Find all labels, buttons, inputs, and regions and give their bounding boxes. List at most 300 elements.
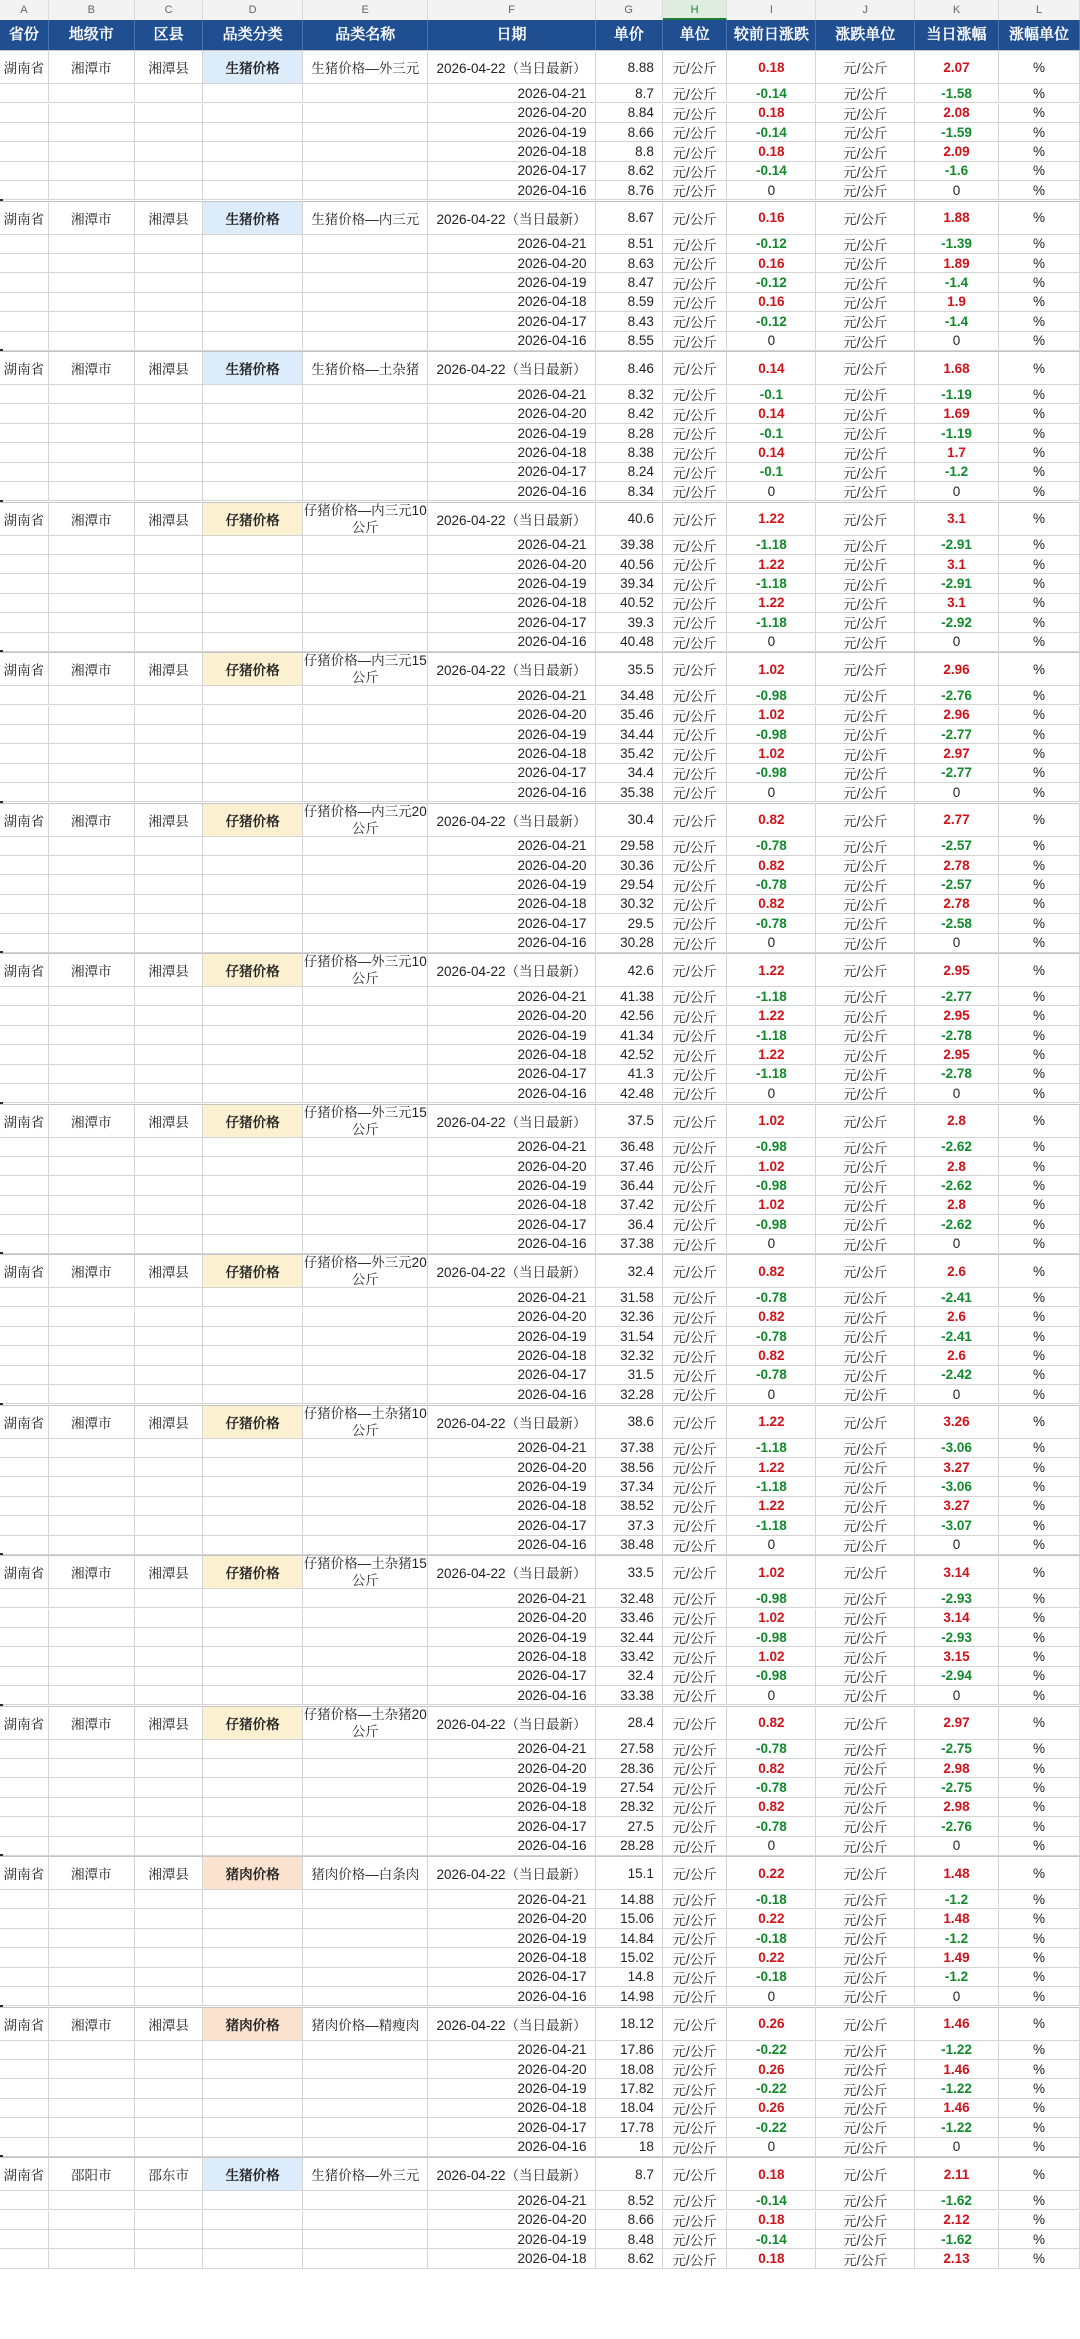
cell-price[interactable]: 32.32 (596, 1346, 663, 1365)
cell-price[interactable]: 8.55 (596, 332, 663, 351)
cell-pct[interactable]: 3.1 (915, 502, 999, 536)
header-cell-c[interactable]: 区县 (135, 20, 203, 50)
table-row[interactable] (0, 385, 1080, 404)
cell-unit[interactable]: 元/公斤 (663, 1007, 727, 1026)
cell-change-unit[interactable]: 元/公斤 (816, 1405, 915, 1439)
cell-province[interactable] (0, 895, 49, 914)
table-row[interactable] (0, 50, 1080, 84)
cell-category[interactable]: 仔猪价格 (203, 1706, 303, 1740)
cell-change[interactable]: 0.16 (727, 201, 816, 235)
cell-unit[interactable]: 元/公斤 (663, 914, 727, 933)
cell-pct[interactable]: -2.62 (915, 1176, 999, 1195)
cell-pct-unit[interactable]: % (999, 1045, 1080, 1064)
cell-pct[interactable]: 0 (915, 1084, 999, 1103)
cell-province[interactable] (0, 706, 49, 725)
table-row[interactable] (0, 1890, 1080, 1909)
cell-province[interactable] (0, 2138, 49, 2157)
cell-change[interactable]: -0.18 (727, 1929, 816, 1948)
cell-change[interactable]: -0.22 (727, 2079, 816, 2098)
cell-city[interactable] (49, 914, 135, 933)
cell-price[interactable]: 42.56 (596, 1007, 663, 1026)
cell-change-unit[interactable]: 元/公斤 (816, 2191, 915, 2210)
cell-pct-unit[interactable]: % (999, 254, 1080, 273)
cell-change-unit[interactable]: 元/公斤 (816, 385, 915, 404)
cell-county[interactable]: 湘潭县 (135, 1706, 203, 1740)
cell-pct-unit[interactable]: % (999, 2157, 1080, 2191)
cell-change[interactable]: 0.82 (727, 895, 816, 914)
cell-date[interactable]: 2026-04-18 (428, 293, 595, 312)
cell-date[interactable]: 2026-04-18 (428, 443, 595, 462)
cell-change[interactable]: 0 (727, 1686, 816, 1705)
cell-price[interactable]: 28.4 (596, 1706, 663, 1740)
header-cell-j[interactable]: 涨跌单位 (816, 20, 915, 50)
cell-date[interactable]: 2026-04-22（当日最新） (428, 50, 595, 84)
cell-date[interactable]: 2026-04-22（当日最新） (428, 1254, 595, 1288)
cell-pct[interactable]: -2.62 (915, 1215, 999, 1234)
cell-pct-unit[interactable]: % (999, 50, 1080, 84)
cell-unit[interactable]: 元/公斤 (663, 1740, 727, 1759)
cell-pct-unit[interactable]: % (999, 1759, 1080, 1778)
cell-change-unit[interactable]: 元/公斤 (816, 1176, 915, 1195)
cell-change[interactable]: 0 (727, 181, 816, 200)
cell-category[interactable] (203, 1798, 303, 1817)
cell-county[interactable]: 湘潭县 (135, 1104, 203, 1138)
cell-change[interactable]: -0.22 (727, 2118, 816, 2137)
cell-province[interactable]: 湖南省 (0, 1856, 49, 1890)
cell-name[interactable] (303, 1007, 429, 1026)
cell-date[interactable]: 2026-04-18 (428, 142, 595, 161)
cell-name[interactable] (303, 686, 429, 705)
cell-unit[interactable]: 元/公斤 (663, 744, 727, 763)
cell-category[interactable] (203, 837, 303, 856)
cell-category[interactable] (203, 312, 303, 331)
cell-date[interactable]: 2026-04-17 (428, 312, 595, 331)
cell-change[interactable]: -1.18 (727, 536, 816, 555)
table-row[interactable] (0, 104, 1080, 123)
cell-change[interactable]: 1.02 (727, 1647, 816, 1666)
cell-pct[interactable]: -3.07 (915, 1516, 999, 1535)
cell-unit[interactable]: 元/公斤 (663, 1288, 727, 1307)
cell-pct[interactable]: -2.41 (915, 1288, 999, 1307)
cell-county[interactable]: 湘潭县 (135, 50, 203, 84)
cell-pct[interactable]: 2.8 (915, 1104, 999, 1138)
cell-name[interactable] (303, 2249, 429, 2268)
table-row[interactable] (0, 706, 1080, 725)
table-row[interactable] (0, 1798, 1080, 1817)
cell-city[interactable] (49, 1327, 135, 1346)
cell-city[interactable] (49, 1536, 135, 1555)
cell-city[interactable] (49, 1798, 135, 1817)
cell-county[interactable]: 湘潭县 (135, 1405, 203, 1439)
table-row[interactable] (0, 1065, 1080, 1084)
cell-name[interactable] (303, 1458, 429, 1477)
cell-county[interactable] (135, 1948, 203, 1967)
cell-change-unit[interactable]: 元/公斤 (816, 1890, 915, 1909)
cell-price[interactable]: 33.5 (596, 1555, 663, 1589)
cell-date[interactable]: 2026-04-22（当日最新） (428, 2007, 595, 2041)
cell-pct[interactable]: 2.77 (915, 803, 999, 837)
cell-date[interactable]: 2026-04-16 (428, 1235, 595, 1254)
cell-county[interactable] (135, 1458, 203, 1477)
cell-change[interactable]: 0 (727, 1235, 816, 1254)
cell-price[interactable]: 39.3 (596, 613, 663, 632)
cell-change-unit[interactable]: 元/公斤 (816, 594, 915, 613)
cell-price[interactable]: 8.66 (596, 2211, 663, 2230)
cell-date[interactable]: 2026-04-16 (428, 783, 595, 802)
cell-unit[interactable]: 元/公斤 (663, 706, 727, 725)
cell-category[interactable] (203, 123, 303, 142)
cell-pct-unit[interactable]: % (999, 201, 1080, 235)
cell-date[interactable]: 2026-04-21 (428, 1589, 595, 1608)
cell-change[interactable]: -0.18 (727, 1968, 816, 1987)
cell-pct[interactable]: -1.4 (915, 312, 999, 331)
cell-province[interactable] (0, 1235, 49, 1254)
column-letter-f[interactable]: F (428, 0, 595, 20)
cell-pct[interactable]: 2.95 (915, 1045, 999, 1064)
cell-change[interactable]: 0 (727, 1837, 816, 1856)
cell-county[interactable] (135, 1215, 203, 1234)
cell-county[interactable] (135, 482, 203, 501)
cell-city[interactable] (49, 856, 135, 875)
cell-change[interactable]: -0.78 (727, 875, 816, 894)
cell-pct-unit[interactable]: % (999, 803, 1080, 837)
cell-city[interactable] (49, 744, 135, 763)
cell-pct[interactable]: -2.78 (915, 1026, 999, 1045)
cell-price[interactable]: 32.4 (596, 1667, 663, 1686)
table-row[interactable] (0, 536, 1080, 555)
cell-name[interactable] (303, 2230, 429, 2249)
table-row[interactable] (0, 1817, 1080, 1836)
cell-date[interactable]: 2026-04-19 (428, 273, 595, 292)
cell-county[interactable] (135, 2041, 203, 2060)
cell-name[interactable] (303, 783, 429, 802)
cell-pct[interactable]: 2.95 (915, 953, 999, 987)
cell-change-unit[interactable]: 元/公斤 (816, 1196, 915, 1215)
cell-change-unit[interactable]: 元/公斤 (816, 2007, 915, 2041)
cell-change-unit[interactable]: 元/公斤 (816, 1778, 915, 1797)
cell-city[interactable] (49, 1667, 135, 1686)
table-row[interactable] (0, 1045, 1080, 1064)
cell-city[interactable] (49, 235, 135, 254)
cell-date[interactable]: 2026-04-20 (428, 254, 595, 273)
table-row[interactable] (0, 2079, 1080, 2098)
cell-category[interactable] (203, 2118, 303, 2137)
cell-change[interactable]: 0.18 (727, 2211, 816, 2230)
cell-unit[interactable]: 元/公斤 (663, 2079, 727, 2098)
cell-county[interactable] (135, 613, 203, 632)
cell-unit[interactable]: 元/公斤 (663, 162, 727, 181)
cell-change[interactable]: 0 (727, 633, 816, 652)
cell-date[interactable]: 2026-04-22（当日最新） (428, 351, 595, 385)
table-row[interactable] (0, 405, 1080, 424)
cell-pct[interactable]: 1.48 (915, 1910, 999, 1929)
cell-date[interactable]: 2026-04-17 (428, 1817, 595, 1836)
cell-change-unit[interactable]: 元/公斤 (816, 332, 915, 351)
cell-city[interactable] (49, 293, 135, 312)
cell-county[interactable] (135, 1910, 203, 1929)
table-row[interactable] (0, 2138, 1080, 2157)
cell-pct[interactable]: 0 (915, 783, 999, 802)
cell-category[interactable]: 生猪价格 (203, 351, 303, 385)
cell-date[interactable]: 2026-04-18 (428, 2249, 595, 2268)
cell-county[interactable]: 湘潭县 (135, 953, 203, 987)
cell-province[interactable] (0, 613, 49, 632)
cell-city[interactable] (49, 1968, 135, 1987)
cell-date[interactable]: 2026-04-19 (428, 574, 595, 593)
cell-unit[interactable]: 元/公斤 (663, 1536, 727, 1555)
cell-change[interactable]: -0.98 (727, 725, 816, 744)
cell-county[interactable] (135, 1477, 203, 1496)
cell-name[interactable] (303, 1817, 429, 1836)
cell-county[interactable] (135, 875, 203, 894)
cell-date[interactable]: 2026-04-19 (428, 1026, 595, 1045)
cell-price[interactable]: 8.63 (596, 254, 663, 273)
cell-unit[interactable]: 元/公斤 (663, 934, 727, 953)
cell-unit[interactable]: 元/公斤 (663, 463, 727, 482)
cell-category[interactable] (203, 633, 303, 652)
header-cell-i[interactable]: 较前日涨跌 (727, 20, 816, 50)
cell-unit[interactable]: 元/公斤 (663, 875, 727, 894)
cell-pct[interactable]: 3.27 (915, 1458, 999, 1477)
cell-change[interactable]: -1.18 (727, 1439, 816, 1458)
cell-county[interactable] (135, 744, 203, 763)
cell-category[interactable] (203, 385, 303, 404)
cell-name[interactable] (303, 2041, 429, 2060)
cell-unit[interactable]: 元/公斤 (663, 1215, 727, 1234)
cell-change[interactable]: 0.18 (727, 2157, 816, 2191)
cell-pct-unit[interactable]: % (999, 1477, 1080, 1496)
cell-county[interactable] (135, 1084, 203, 1103)
cell-name[interactable]: 仔猪价格—外三元20公斤 (303, 1255, 427, 1288)
cell-pct[interactable]: 0 (915, 934, 999, 953)
header-cell-g[interactable]: 单价 (596, 20, 663, 50)
cell-pct-unit[interactable]: % (999, 1536, 1080, 1555)
column-letter-h[interactable]: H (663, 0, 727, 20)
cell-province[interactable] (0, 1740, 49, 1759)
cell-date[interactable]: 2026-04-16 (428, 1084, 595, 1103)
cell-county[interactable] (135, 1497, 203, 1516)
cell-change[interactable]: 0.22 (727, 1856, 816, 1890)
cell-date[interactable]: 2026-04-17 (428, 162, 595, 181)
cell-unit[interactable]: 元/公斤 (663, 1045, 727, 1064)
cell-category[interactable]: 仔猪价格 (203, 1104, 303, 1138)
cell-pct[interactable]: -2.92 (915, 613, 999, 632)
cell-city[interactable] (49, 764, 135, 783)
cell-name[interactable] (303, 142, 429, 161)
table-row[interactable] (0, 1007, 1080, 1026)
cell-pct-unit[interactable]: % (999, 1308, 1080, 1327)
cell-province[interactable] (0, 1589, 49, 1608)
cell-unit[interactable]: 元/公斤 (663, 837, 727, 856)
cell-change-unit[interactable]: 元/公斤 (816, 953, 915, 987)
cell-date[interactable]: 2026-04-22（当日最新） (428, 953, 595, 987)
cell-unit[interactable]: 元/公斤 (663, 803, 727, 837)
cell-category[interactable] (203, 686, 303, 705)
cell-pct-unit[interactable]: % (999, 1439, 1080, 1458)
cell-city[interactable] (49, 555, 135, 574)
cell-county[interactable] (135, 1138, 203, 1157)
cell-pct[interactable]: 1.88 (915, 201, 999, 235)
cell-county[interactable] (135, 2191, 203, 2210)
cell-change[interactable]: 1.22 (727, 953, 816, 987)
cell-city[interactable] (49, 1138, 135, 1157)
cell-province[interactable]: 湖南省 (0, 1706, 49, 1740)
cell-pct[interactable]: 0 (915, 2138, 999, 2157)
cell-unit[interactable]: 元/公斤 (663, 633, 727, 652)
cell-change-unit[interactable]: 元/公斤 (816, 84, 915, 103)
cell-county[interactable] (135, 1798, 203, 1817)
cell-change[interactable]: -1.18 (727, 987, 816, 1006)
cell-pct[interactable]: 1.46 (915, 2099, 999, 2118)
cell-unit[interactable]: 元/公斤 (663, 1104, 727, 1138)
table-row[interactable] (0, 443, 1080, 462)
cell-province[interactable] (0, 1138, 49, 1157)
cell-price[interactable]: 27.58 (596, 1740, 663, 1759)
cell-change-unit[interactable]: 元/公斤 (816, 1948, 915, 1967)
cell-change-unit[interactable]: 元/公斤 (816, 443, 915, 462)
cell-date[interactable]: 2026-04-16 (428, 1686, 595, 1705)
cell-province[interactable]: 湖南省 (0, 1405, 49, 1439)
cell-category[interactable] (203, 1890, 303, 1909)
cell-city[interactable] (49, 1609, 135, 1628)
cell-change-unit[interactable]: 元/公斤 (816, 803, 915, 837)
cell-price[interactable]: 8.59 (596, 293, 663, 312)
cell-unit[interactable]: 元/公斤 (663, 1555, 727, 1589)
cell-county[interactable] (135, 162, 203, 181)
cell-unit[interactable]: 元/公斤 (663, 1667, 727, 1686)
cell-category[interactable] (203, 1929, 303, 1948)
cell-province[interactable] (0, 594, 49, 613)
cell-city[interactable] (49, 2138, 135, 2157)
cell-county[interactable] (135, 2211, 203, 2230)
cell-date[interactable]: 2026-04-19 (428, 725, 595, 744)
cell-category[interactable] (203, 2249, 303, 2268)
cell-name[interactable] (303, 1647, 429, 1666)
cell-category[interactable] (203, 1686, 303, 1705)
cell-pct[interactable]: 2.11 (915, 2157, 999, 2191)
cell-category[interactable] (203, 987, 303, 1006)
cell-pct-unit[interactable]: % (999, 1890, 1080, 1909)
cell-name[interactable] (303, 1910, 429, 1929)
table-row[interactable] (0, 142, 1080, 161)
cell-pct[interactable]: 2.96 (915, 652, 999, 686)
table-row[interactable] (0, 1929, 1080, 1948)
cell-county[interactable] (135, 1346, 203, 1365)
cell-change-unit[interactable]: 元/公斤 (816, 181, 915, 200)
cell-date[interactable]: 2026-04-17 (428, 764, 595, 783)
cell-name[interactable] (303, 1084, 429, 1103)
cell-change[interactable]: -1.18 (727, 1516, 816, 1535)
cell-name[interactable] (303, 1628, 429, 1647)
cell-category[interactable] (203, 1968, 303, 1987)
cell-unit[interactable]: 元/公斤 (663, 1477, 727, 1496)
column-letter-b[interactable]: B (49, 0, 135, 20)
cell-province[interactable] (0, 1045, 49, 1064)
cell-pct-unit[interactable]: % (999, 273, 1080, 292)
cell-change[interactable]: -0.14 (727, 162, 816, 181)
cell-date[interactable]: 2026-04-21 (428, 1439, 595, 1458)
cell-change[interactable]: 1.02 (727, 1196, 816, 1215)
cell-price[interactable]: 37.34 (596, 1477, 663, 1496)
cell-province[interactable] (0, 837, 49, 856)
cell-unit[interactable]: 元/公斤 (663, 1366, 727, 1385)
cell-name[interactable] (303, 2138, 429, 2157)
cell-category[interactable] (203, 2211, 303, 2230)
cell-city[interactable] (49, 686, 135, 705)
cell-unit[interactable]: 元/公斤 (663, 574, 727, 593)
table-row[interactable] (0, 2118, 1080, 2137)
cell-county[interactable] (135, 2249, 203, 2268)
cell-date[interactable]: 2026-04-16 (428, 934, 595, 953)
cell-category[interactable] (203, 2191, 303, 2210)
cell-province[interactable] (0, 1439, 49, 1458)
cell-category[interactable] (203, 1385, 303, 1404)
cell-unit[interactable]: 元/公斤 (663, 1439, 727, 1458)
cell-pct[interactable]: -1.6 (915, 162, 999, 181)
cell-pct-unit[interactable]: % (999, 1686, 1080, 1705)
cell-name[interactable] (303, 1516, 429, 1535)
cell-province[interactable] (0, 764, 49, 783)
cell-unit[interactable]: 元/公斤 (663, 613, 727, 632)
table-row[interactable] (0, 574, 1080, 593)
cell-date[interactable]: 2026-04-17 (428, 1516, 595, 1535)
cell-name[interactable] (303, 254, 429, 273)
cell-province[interactable] (0, 2041, 49, 2060)
cell-city[interactable] (49, 181, 135, 200)
cell-unit[interactable]: 元/公斤 (663, 181, 727, 200)
cell-pct[interactable]: 1.48 (915, 1856, 999, 1890)
cell-city[interactable] (49, 725, 135, 744)
table-row[interactable] (0, 312, 1080, 331)
table-row[interactable] (0, 1346, 1080, 1365)
cell-name[interactable] (303, 2060, 429, 2079)
table-row[interactable] (0, 1138, 1080, 1157)
cell-pct-unit[interactable]: % (999, 2007, 1080, 2041)
cell-price[interactable]: 41.34 (596, 1026, 663, 1045)
cell-unit[interactable]: 元/公斤 (663, 953, 727, 987)
cell-unit[interactable]: 元/公斤 (663, 1948, 727, 1967)
cell-county[interactable] (135, 1589, 203, 1608)
cell-date[interactable]: 2026-04-16 (428, 332, 595, 351)
cell-county[interactable] (135, 1308, 203, 1327)
table-row[interactable] (0, 744, 1080, 763)
cell-category[interactable] (203, 1759, 303, 1778)
cell-price[interactable]: 38.6 (596, 1405, 663, 1439)
cell-city[interactable] (49, 706, 135, 725)
cell-pct-unit[interactable]: % (999, 764, 1080, 783)
table-row[interactable] (0, 1458, 1080, 1477)
cell-change-unit[interactable]: 元/公斤 (816, 1536, 915, 1555)
table-row[interactable] (0, 1686, 1080, 1705)
header-cell-a[interactable]: 省份 (0, 20, 49, 50)
cell-unit[interactable]: 元/公斤 (663, 1405, 727, 1439)
cell-change-unit[interactable]: 元/公斤 (816, 652, 915, 686)
table-row[interactable] (0, 652, 1080, 686)
cell-unit[interactable]: 元/公斤 (663, 1929, 727, 1948)
cell-pct[interactable]: -2.58 (915, 914, 999, 933)
cell-province[interactable] (0, 84, 49, 103)
cell-pct[interactable]: -1.2 (915, 1929, 999, 1948)
table-row[interactable] (0, 1254, 1080, 1288)
table-row[interactable] (0, 1536, 1080, 1555)
table-row[interactable] (0, 803, 1080, 837)
cell-change[interactable]: 0.82 (727, 803, 816, 837)
cell-change-unit[interactable]: 元/公斤 (816, 351, 915, 385)
cell-county[interactable] (135, 293, 203, 312)
cell-category[interactable] (203, 482, 303, 501)
cell-pct-unit[interactable]: % (999, 1667, 1080, 1686)
cell-date[interactable]: 2026-04-17 (428, 914, 595, 933)
